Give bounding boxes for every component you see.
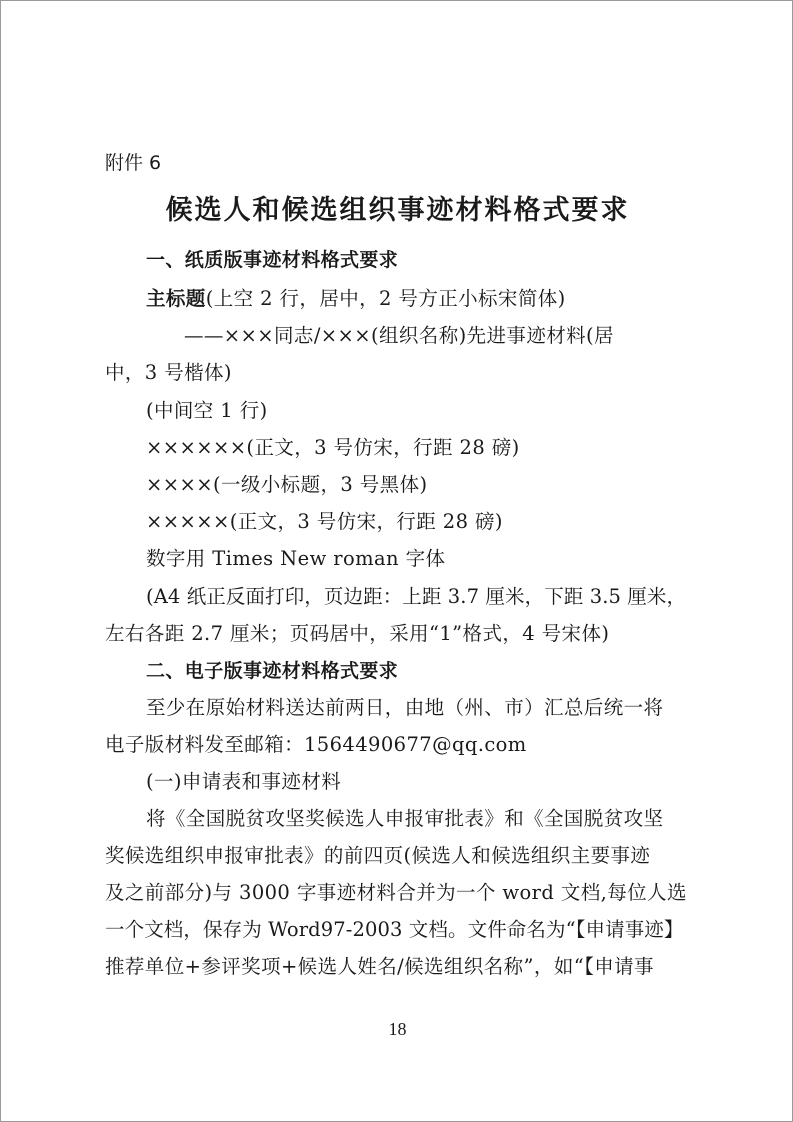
section1-heading: 一、纸质版事迹材料格式要求 (146, 249, 399, 271)
subtitle-line-2: 中，3 号楷体) (105, 361, 232, 384)
section2-heading: 二、电子版事迹材料格式要求 (146, 660, 399, 682)
para2-line-5: 推荐单位+参评奖项+候选人姓名/候选组织名称”，如“【申请事 (105, 955, 654, 978)
print-note-line-1: (A4 纸正反面打印，页边距：上距 3.7 厘米，下距 3.5 厘米， (146, 585, 687, 608)
para2-line-3: 及之前部分)与 3000 字事迹材料合并为一个 word 文档,每位人选 (105, 881, 687, 904)
subtitle-line-1: ——×××同志/×××(组织名称)先进事迹材料(居 (184, 324, 614, 347)
para2-line-4: 一个文档，保存为 Word97-2003 文档。文件命名为“【申请事迹】 (105, 918, 684, 941)
main-title-label: 主标题 (146, 287, 206, 310)
blank-line-note: (中间空 1 行) (146, 399, 268, 422)
body-text-2: ×××××(正文，3 号仿宋，行距 28 磅) (146, 510, 503, 533)
attachment-label: 附件 6 (105, 152, 162, 174)
para2-line-2: 奖候选组织申报审批表》的前四页(候选人和候选组织主要事迹 (105, 844, 651, 867)
print-note-line-2: 左右各距 2.7 厘米；页码居中，采用“1”格式，4 号宋体) (105, 622, 610, 645)
para1-line-2: 电子版材料发至邮箱：1564490677@qq.com (105, 733, 527, 756)
numbers-font-note: 数字用 Times New roman 字体 (146, 547, 446, 570)
level1-heading-note: ××××(一级小标题，3 号黑体) (146, 473, 428, 496)
subsection1-heading: (一)申请表和事迹材料 (146, 770, 342, 793)
document-title: 候选人和候选组织事迹材料格式要求 (165, 195, 630, 226)
page-number: 18 (388, 1019, 407, 1039)
body-text-1: ××××××(正文，3 号仿宋，行距 28 磅) (146, 436, 520, 459)
para2-line-1: 将《全国脱贫攻坚奖候选人申报审批表》和《全国脱贫攻坚 (146, 807, 664, 830)
para1-line-1: 至少在原始材料送达前两日，由地（州、市）汇总后统一将 (146, 696, 664, 719)
main-title-line (146, 287, 566, 311)
main-title-note: (上空 2 行，居中，2 号方正小标宋简体) (205, 287, 566, 310)
